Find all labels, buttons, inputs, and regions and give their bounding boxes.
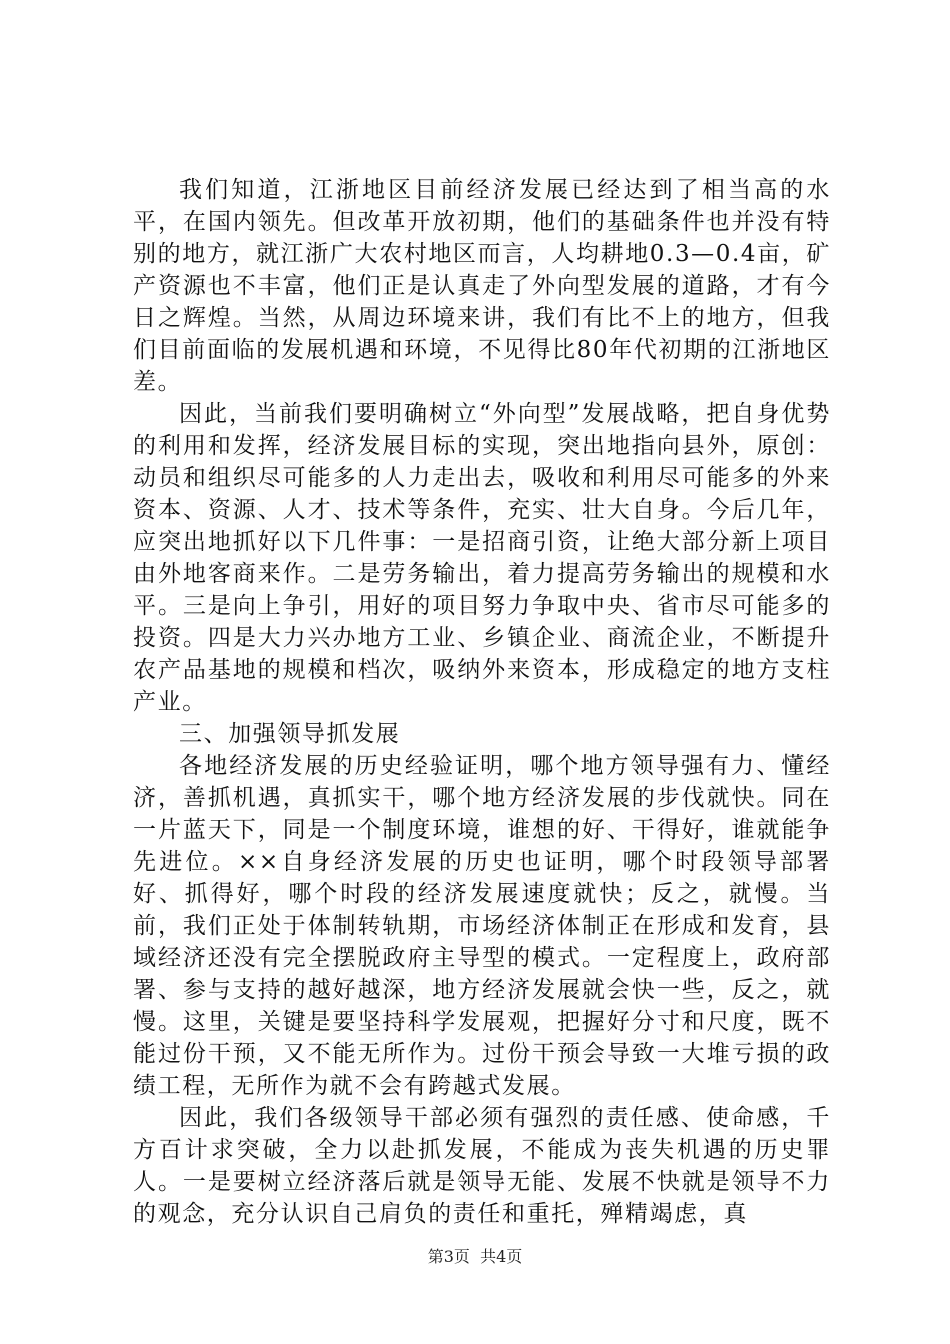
paragraph-historical-experience: 各地经济发展的历史经验证明，哪个地方领导强有力、懂经济，善抓机遇，真抓实干，哪个地方经济发展的步伐就快。同在一片蓝天下，同是一个制度环境，谁想的好、干得好，谁就能争先进位。××自身经济发展的历史也证明，哪个时段领导部署好、抓得好，哪个时段的经济发展速度就快；反之，就慢。当前，我们正处于体制转轨期，市场经济体制正在形成和发育，县域经济还没有完全摆脱政府主导型的模式。一定程度上，政府部署、参与支持的越好越深，地方经济发展就会快一些，反之，就慢。这里，关键是要坚持科学发展观，把握好分寸和尺度，既不能过份干预，又不能无所作为。过份干预会导致一大堆亏损的政绩工程，无所作为就不会有跨越式发展。 [133, 753, 831, 1099]
page-number-footer: 第3页 共4页 [427, 1247, 523, 1266]
paragraph-jiangzhe: 我们知道，江浙地区目前经济发展已经达到了相当高的水平，在国内领先。但改革开放初期，他们的基础条件也并没有特别的地方，就江浙广大农村地区而言，人均耕地0.3—0.4亩，矿产资源也不丰富，他们正是认真走了外向型发展的道路，才有今日之辉煌。当然，从周边环境来讲，我们有比不上的地方，但我们目前面临的发展机遇和环境，不见得比80年代初期的江浙地区差。 [133, 177, 831, 395]
section-heading-leadership: 三、加强领导抓发展 [179, 721, 401, 747]
paragraph-outward-strategy: 因此，当前我们要明确树立“外向型”发展战略，把自身优势的利用和发挥，经济发展目标的实现，突出地指向县外，原创：动员和组织尽可能多的人力走出去，吸收和利用尽可能多的外来资本、资源、人才、技术等条件，充实、壮大自身。今后几年，应突出地抓好以下几件事：一是招商引资，让绝大部分新上项目由外地客商来作。二是劳务输出，着力提高劳务输出的规模和水平。三是向上争引，用好的项目努力争取中央、省市尽可能多的投资。四是大力兴办地方工业、乡镇企业、商流企业，不断提升农产品基地的规模和档次，吸纳外来资本，形成稳定的地方支柱产业。 [133, 401, 831, 715]
paragraph-responsibility: 因此，我们各级领导干部必须有强烈的责任感、使命感，千方百计求突破，全力以赴抓发展，不能成为丧失机遇的历史罪人。一是要树立经济落后就是领导无能、发展不快就是领导不力的观念，充分认识自己肩负的责任和重托，殚精竭虑，真 [133, 1105, 831, 1227]
document-body [133, 174, 831, 1230]
